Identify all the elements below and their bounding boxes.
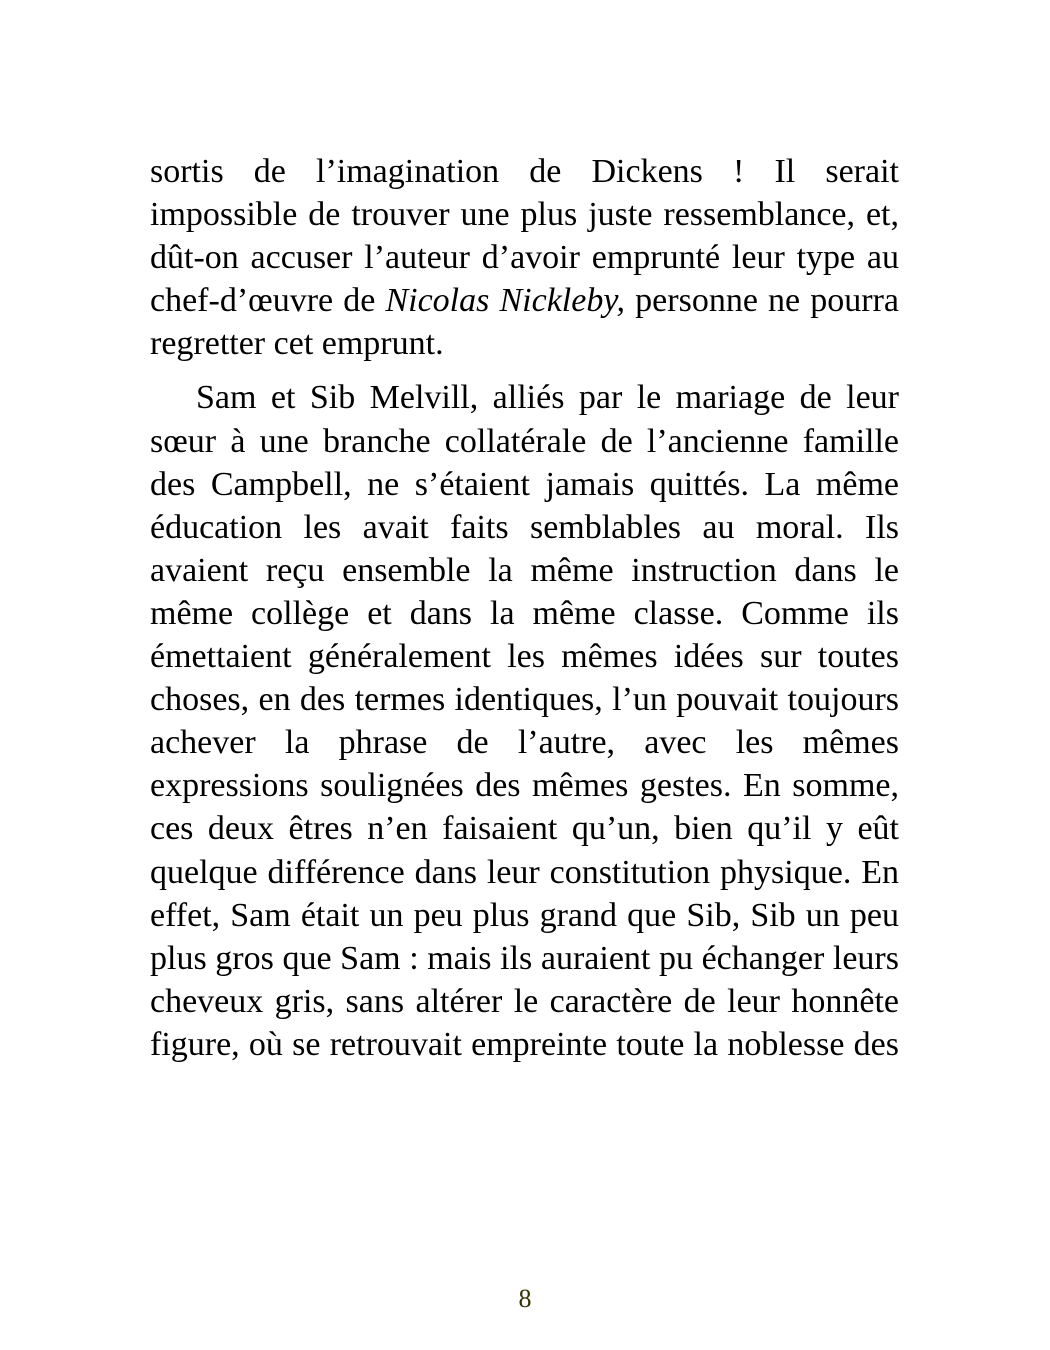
paragraph-1-text-2: personne ne pourra regretter cet emprunt.	[150, 282, 899, 363]
book-title-nicolas-nickleby: Nicolas Nickleby,	[385, 282, 626, 320]
page-number: 8	[518, 1284, 532, 1313]
paragraph-2-text: Sam et Sib Melvill, alliés par le mariage de leur sœur à une branche collatérale de l’ancienne famille des Campbell, ne s’étaient jamais quittés. La même éducation les avait faits semblables au moral. Ils avaient reçu ensemble la même instruction dans le même collège et dans la même classe. Comme ils émettaient généralement les mêmes idées sur toutes choses, en des termes identiques, l’un pouvait toujours achever la phrase de l’autre, avec les mêmes expressions soulignées des mêmes gestes. En somme, ces deux êtres n’en faisaient qu’un, bien qu’il y eût quelque différence dans leur constitution physique. En effet, Sam était un peu plus grand que Sib, Sib un peu plus gros que Sam : mais ils auraient pu échanger leurs cheveux gris, sans altérer le caractère de leur honnête figure, où se retrouvait empreinte toute la noblesse des	[150, 379, 899, 1063]
paragraph-continued	[150, 150, 899, 365]
paragraph-sam-et-sib	[150, 376, 899, 1066]
paragraph-1-text-1: sortis de l’imagination de Dickens ! Il serait impossible de trouver une plus juste ressemblance, et, dût-on accuser l’auteur d’avoir emprunté leur type au chef-d’œuvre de	[150, 153, 899, 320]
body-text	[150, 150, 899, 1066]
